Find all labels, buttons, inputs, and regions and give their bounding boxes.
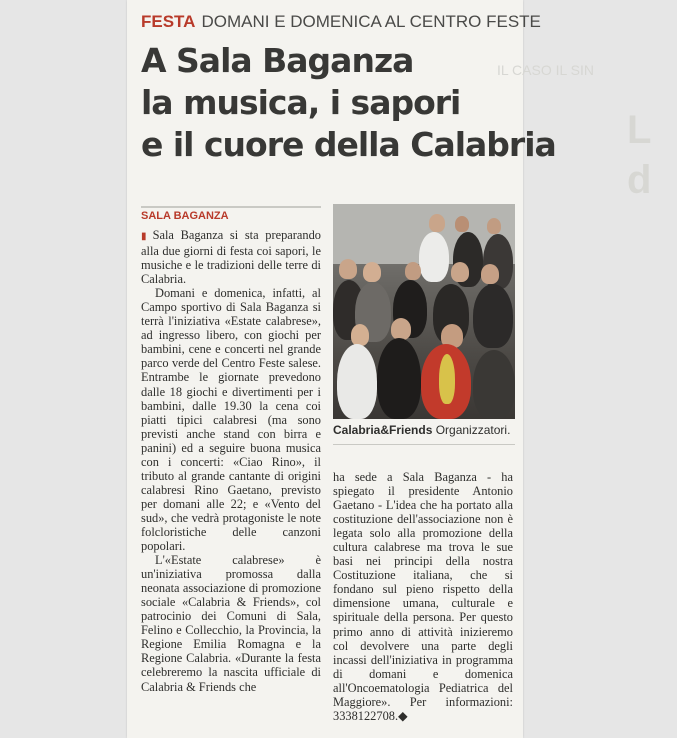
paragraph-4: ha sede a Sala Baganza - ha spiegato il presidente Antonio Gaetano - L'idea che ha portato alla costituzione dell'associazione non è legata solo alla promozione della cultura calabrese ma trova le sue basi nei principi della nostra Costituzione italiana, che si fondano sul pieno rispetto della dimensione umana, culturale e spirituale della persona. Per questo primo anno di attività inizieremo col devolvere una parte degli incassi dell'iniziativa in programma di domani e domenica all'Oncoematologia Pediatrica del Maggiore». Per informazioni: 3338122708.◆: [333, 470, 513, 723]
caption-divider: [333, 444, 515, 445]
headline-line-2: la musica, i sapori: [141, 83, 461, 122]
group-photo: [333, 204, 515, 419]
bleed-line-2: L: [627, 108, 652, 152]
article-column-right: [333, 470, 513, 723]
paragraph-1: ▮ Sala Baganza si sta preparando alla due giorni di festa coi sapori, le musiche e le tradizioni delle terre di Calabria.: [141, 228, 321, 286]
paragraph-3: L'«Estate calabrese» è un'iniziativa promossa dalla neonata associazione di promozione sociale «Calabria & Friends», col patrocinio dei Comuni di Sala, Felino e Collecchio, la Provincia, la Regione Emilia Romagna e la Regione Calabria. «Durante la festa celebreremo la nascita ufficiale di Calabria & Friends che: [141, 553, 321, 694]
headline-line-3: e il cuore della Calabria: [141, 125, 556, 164]
caption-text: Organizzatori.: [432, 423, 511, 437]
bleed-line-1: IL CASO IL SIN: [497, 62, 594, 78]
newspaper-clipping: [127, 0, 652, 738]
section-label: SALA BAGANZA: [141, 206, 321, 222]
kicker-text: DOMANI E DOMENICA AL CENTRO FESTE: [201, 12, 541, 31]
kicker-tag: FESTA: [141, 12, 196, 31]
kicker: [141, 12, 541, 32]
caption-bold: Calabria&Friends: [333, 423, 433, 437]
photo-caption: [333, 423, 523, 437]
paragraph-2: Domani e domenica, infatti, al Campo sportivo di Sala Baganza si terrà l'iniziativa «Estate calabrese», ad ingresso libero, con giochi per bambini, cene e concerti nel grande parco verde del Centro Feste salese. Entrambe le giornate prevedono dalle 18 giochi e divertimenti per i bambini, dalle 19.30 la cena coi piatti tipici calabresi (ma sono previsti anche stand con birra e panini) ed a seguire buona musica con i concerti: «Ciao Rino», il tributo al grande cantante di origini calabresi Rino Gaetano, previsto per domani alle 22; e «Vento del sud», che vedrà protagoniste le note folcloristiche delle canzoni popolari.: [141, 286, 321, 554]
article-column-left: [141, 228, 321, 694]
bleed-line-3: d: [627, 158, 652, 202]
headline-line-1: A Sala Baganza: [141, 41, 414, 80]
